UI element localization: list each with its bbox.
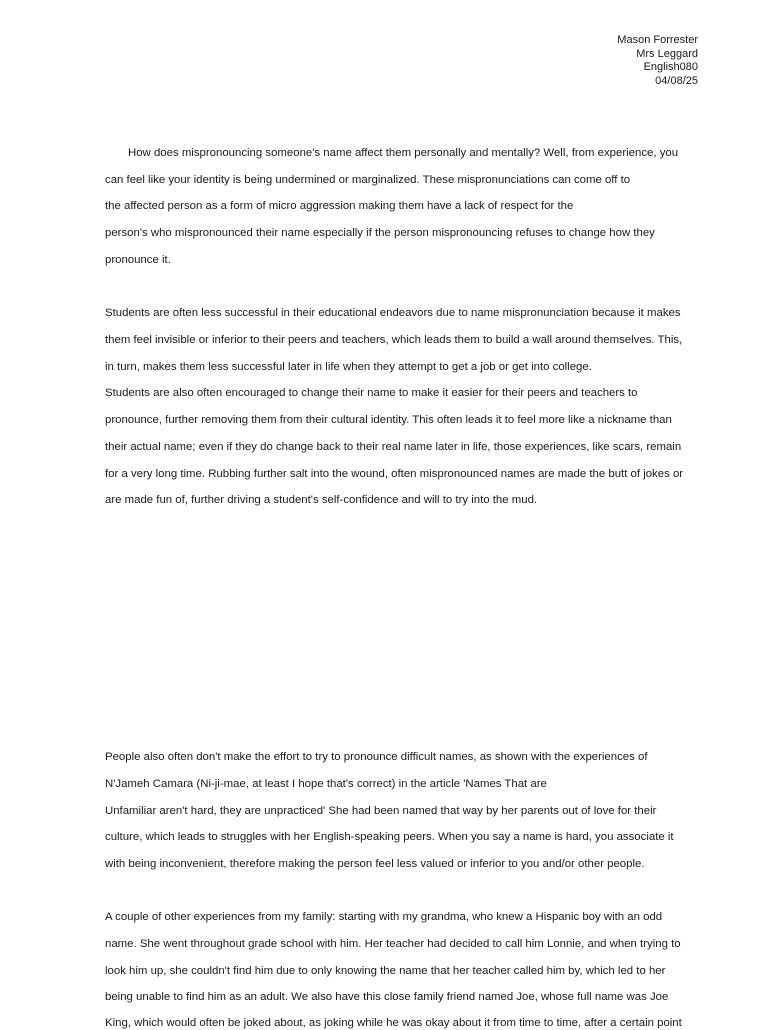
author-name: Mason Forrester xyxy=(617,34,698,46)
paragraph-1-line-2: can feel like your identity is being undermined or marginalized. These mispronunciations can come off to xyxy=(105,174,631,186)
teacher-name: Mrs Leggard xyxy=(636,47,698,60)
paragraph-4-line-1: A couple of other experiences from my family: starting with my grandma, who knew a Hispanic boy with an odd xyxy=(105,911,663,923)
paragraph-4-line-3: look him up, she couldn't find him due to only knowing the name that her teacher called him by, which led to her xyxy=(105,965,666,977)
paragraph-2-line-6: their actual name; even if they do change back to their real name later in life, those experiences, like scars, remain xyxy=(105,441,682,453)
paragraph-4-line-5: King, which would often be joked about, as joking while he was okay about it from time to time, after a certain point xyxy=(105,1017,682,1029)
paragraph-2-line-2: them feel invisible or inferior to their peers and teachers, which leads them to build a wall around themselves. This, xyxy=(105,334,683,346)
paragraph-1-line-1: How does mispronouncing someone's name affect them personally and mentally? Well, from experience, you xyxy=(128,147,679,159)
header-block xyxy=(617,34,698,88)
course-name: English080 xyxy=(643,61,698,73)
paragraph-2-line-8: are made fun of, further driving a student's self-confidence and will to try into the mud. xyxy=(105,494,538,506)
paragraph-2-line-1: Students are often less successful in their educational endeavors due to name mispronunciation because it makes xyxy=(105,307,681,319)
paragraph-3-line-1: People also often don't make the effort to try to pronounce difficult names, as shown with the experiences of xyxy=(105,751,648,763)
paragraph-2-line-4: Students are also often encouraged to change their name to make it easier for their peers and teachers to xyxy=(105,387,638,399)
paragraph-3-line-3: Unfamiliar aren't hard, they are unpracticed' She had been named that way by her parents out of love for their xyxy=(105,805,657,817)
paragraph-4-line-2: name. She went throughout grade school with him. Her teacher had decided to call him Lonnie, and when trying to xyxy=(105,938,681,950)
paragraph-1-line-3: the affected person as a form of micro aggression making them have a lack of respect for the xyxy=(105,200,574,212)
paragraph-3-line-5: with being inconvenient, therefore making the person feel less valued or inferior to you and/or other people. xyxy=(105,858,645,870)
paragraph-2-line-5: pronounce, further removing them from their cultural identity. This often leads it to feel more like a nickname than xyxy=(105,414,672,426)
paragraph-2-line-7: for a very long time. Rubbing further salt into the wound, often mispronounced names are made the butt of jokes or xyxy=(105,468,684,480)
paragraph-2-line-3: in turn, makes them less successful later in life when they attempt to get a job or get into college. xyxy=(105,361,592,373)
paragraph-1-line-5: pronounce it. xyxy=(105,254,171,266)
paragraph-3-line-2: N'Jameh Camara (Ni-ji-mae, at least I hope that's correct) in the article 'Names That are xyxy=(105,778,547,790)
date: 04/08/25 xyxy=(655,74,698,87)
paragraph-3-line-4: culture, which leads to struggles with her English-speaking peers. When you say a name is hard, you associate it xyxy=(105,831,674,843)
paragraph-1-line-4: person's who mispronounced their name especially if the person mispronouncing refuses to change how they xyxy=(105,227,655,239)
paragraph-4-line-4: being unable to find him as an adult. We also have this close family friend named Joe, whose full name was Joe xyxy=(105,991,669,1003)
